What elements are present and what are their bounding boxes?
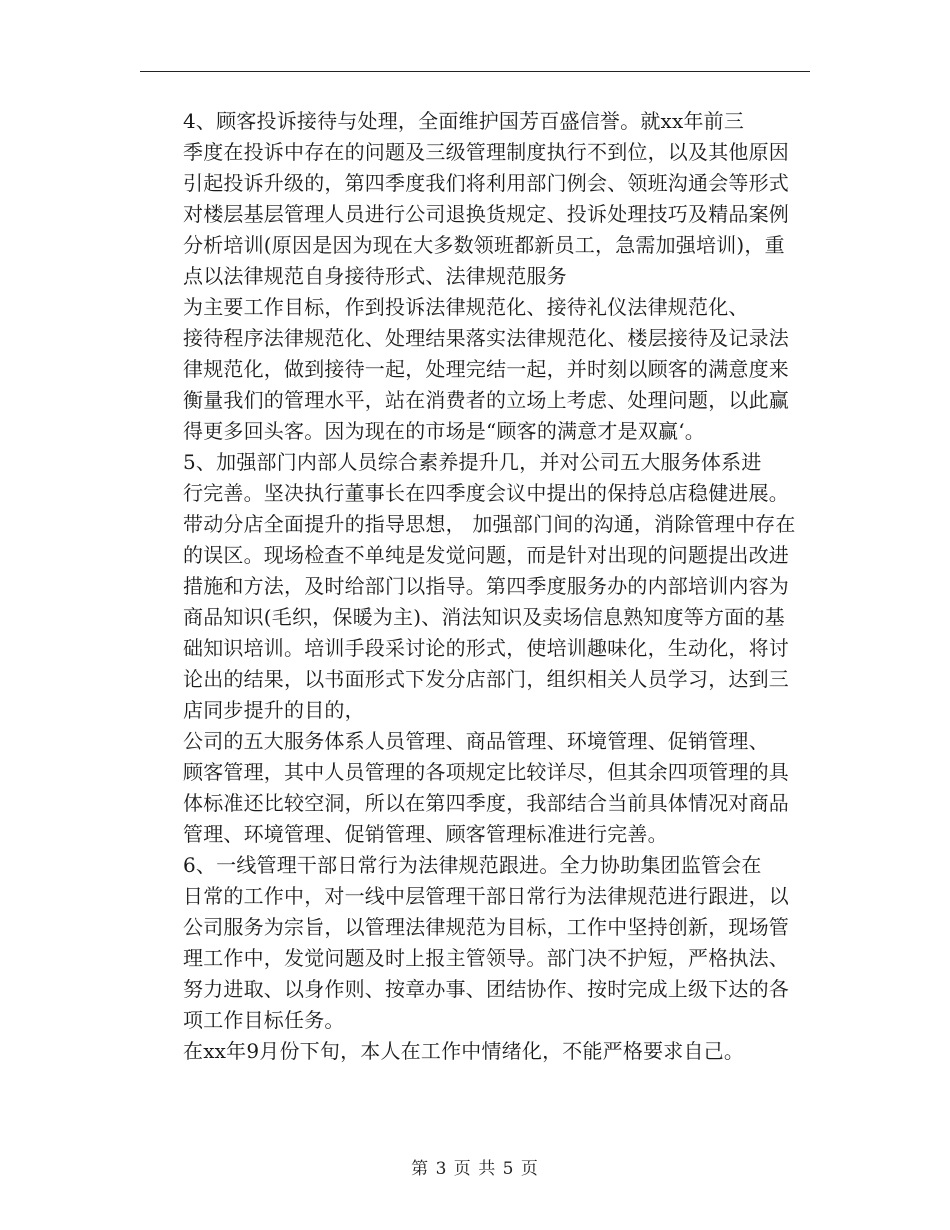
text-line: 接待程序法律规范化、处理结果落实法律规范化、楼层接待及记录法 [183, 326, 789, 350]
text-line: 分析培训(原因是因为现在大多数领班都新员工，急需加强培训)，重 [183, 233, 785, 257]
paragraph [143, 447, 813, 726]
paragraph [143, 1036, 813, 1067]
text-line: 顾客管理，其中人员管理的各项规定比较详尽，但其余四项管理的具 [183, 760, 789, 784]
text-line: 4、顾客投诉接待与处理，全面维护国芳百盛信誉。就xx年前三 [183, 109, 745, 133]
text-line: 日常的工作中，对一线中层管理干部日常行为法律规范进行跟进，以 [183, 884, 789, 908]
text-line: 措施和方法，及时给部门以指导。第四季度服务办的内部培训内容为 [183, 574, 789, 598]
text-line: 努力进取、以身作则、按章办事、团结协作、按时完成上级下达的各 [183, 977, 789, 1001]
text-line: 的误区。现场检查不单纯是发觉问题，而是针对出现的问题提出改进 [183, 543, 789, 567]
text-line: 6、一线管理干部日常行为法律规范跟进。全力协助集团监管会在 [183, 853, 762, 877]
page-footer [0, 1154, 950, 1179]
document-body [143, 106, 813, 1067]
text-line: 得更多回头客。因为现在的市场是“顾客的满意才是双赢‘。 [183, 419, 705, 443]
text-line: 公司服务为宗旨，以管理法律规范为目标，工作中坚持创新，现场管 [183, 915, 789, 939]
text-line: 公司的五大服务体系人员管理、商品管理、环境管理、促销管理、 [183, 729, 769, 753]
text-line: 5、加强部门内部人员综合素养提升几，并对公司五大服务体系进 [183, 450, 762, 474]
text-line: 季度在投诉中存在的问题及三级管理制度执行不到位，以及其他原因 [183, 140, 789, 164]
text-line: 商品知识(毛织，保暖为主)、消法知识及卖场信息熟知度等方面的基 [183, 605, 785, 629]
paragraph [143, 106, 813, 292]
text-line: 行完善。坚决执行董事长在四季度会议中提出的保持总店稳健进展。 [183, 481, 789, 505]
text-line: 衡量我们的管理水平，站在消费者的立场上考虑、处理问题，以此赢 [183, 388, 789, 412]
text-line: 体标准还比较空洞，所以在第四季度，我部结合当前具体情况对商品 [183, 791, 789, 815]
paragraph [143, 850, 813, 1036]
text-line: 对楼层基层管理人员进行公司退换货规定、投诉处理技巧及精品案例 [183, 202, 789, 226]
text-line: 论出的结果，以书面形式下发分店部门，组织相关人员学习，达到三 [183, 667, 789, 691]
paragraph [143, 726, 813, 850]
header-rule [140, 71, 810, 72]
text-line: 引起投诉升级的，第四季度我们将利用部门例会、领班沟通会等形式 [183, 171, 789, 195]
text-line: 为主要工作目标，作到投诉法律规范化、接待礼仪法律规范化、 [183, 295, 749, 319]
page-number: 第 3 页 共 5 页 [411, 1159, 539, 1179]
text-line: 带动分店全面提升的指导思想， 加强部门间的沟通，消除管理中存在 [183, 512, 796, 536]
text-line: 理工作中，发觉问题及时上报主管领导。部门决不护短，严格执法、 [183, 946, 789, 970]
text-line: 础知识培训。培训手段采讨论的形式，使培训趣味化，生动化，将讨 [183, 636, 789, 660]
text-line: 管理、环境管理、促销管理、顾客管理标准进行完善。 [183, 822, 668, 846]
text-line: 在xx年9月份下旬，本人在工作中情绪化，不能严格要求自己。 [183, 1039, 745, 1063]
text-line: 律规范化，做到接待一起，处理完结一起，并时刻以顾客的满意度来 [183, 357, 789, 381]
text-line: 项工作目标任务。 [183, 1008, 345, 1032]
text-line: 点以法律规范自身接待形式、法律规范服务 [183, 264, 567, 288]
paragraph [143, 292, 813, 447]
text-line: 店同步提升的目的， [183, 698, 365, 722]
